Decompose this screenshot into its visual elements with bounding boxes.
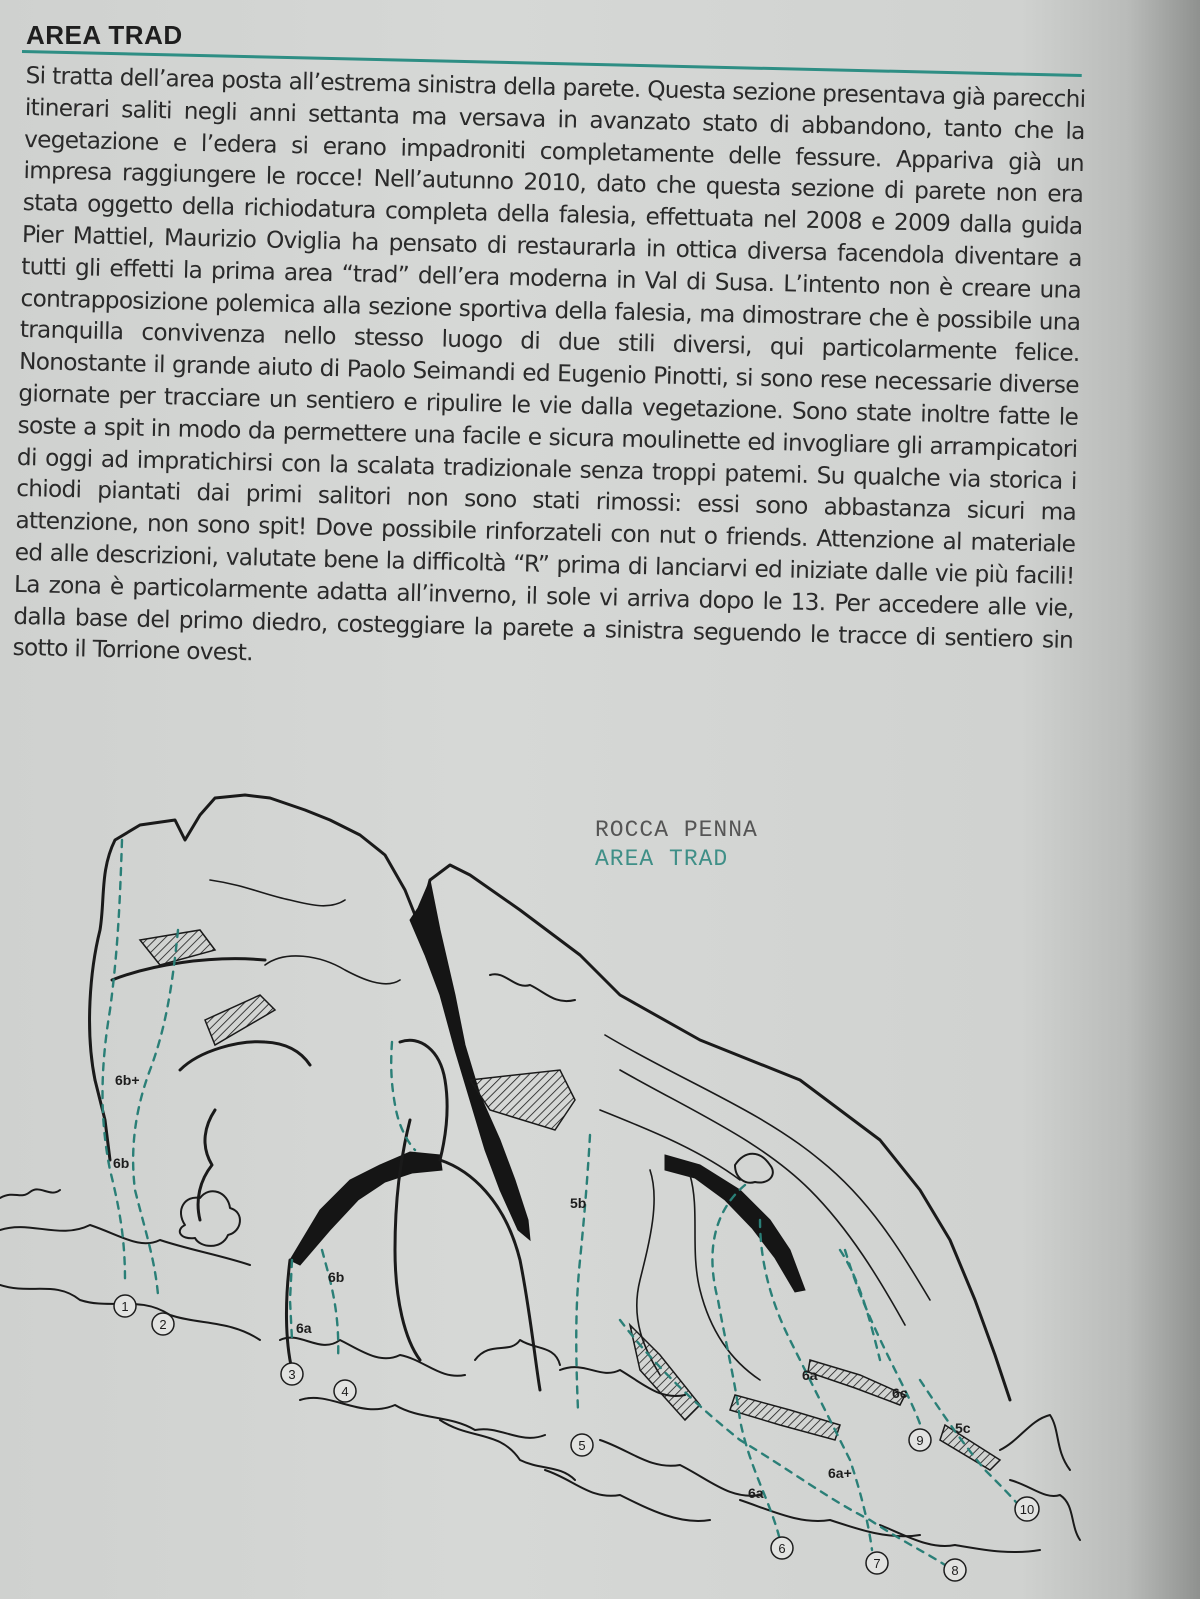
route-line-right-upper (840, 1250, 880, 1360)
route-line-8 (620, 1320, 945, 1565)
svg-text:5: 5 (578, 1438, 586, 1453)
grade-5c: 5c (955, 1420, 971, 1436)
svg-text:6: 6 (778, 1541, 786, 1556)
route-number-3 (281, 1363, 303, 1385)
section-title: AREA TRAD (26, 20, 183, 50)
grade-6b-plus: 6b+ (115, 1072, 140, 1088)
routes (103, 840, 1031, 1565)
route-number-5 (571, 1434, 593, 1456)
svg-text:1: 1 (121, 1299, 129, 1314)
route-number-7 (866, 1552, 888, 1574)
crag-name-label: ROCCA PENNA (595, 817, 758, 843)
roof-hatch-right2 (730, 1395, 840, 1440)
route-line-3 (290, 1260, 292, 1340)
route-number-4 (334, 1380, 356, 1402)
svg-text:7: 7 (873, 1556, 881, 1571)
slab-lines (600, 1035, 930, 1380)
grade-6a-low: 6a (748, 1485, 764, 1501)
svg-text:4: 4 (341, 1384, 349, 1399)
route-line-9 (845, 1250, 925, 1440)
grade-6c: 6c (892, 1385, 908, 1401)
grade-6a-plus: 6a+ (828, 1465, 852, 1481)
roof-hatch-mid (205, 995, 275, 1045)
route-number-8 (944, 1559, 966, 1581)
svg-text:2: 2 (159, 1317, 167, 1332)
svg-text:3: 3 (288, 1367, 296, 1382)
route-number-6 (771, 1537, 793, 1559)
topo-diagram (0, 780, 1200, 1599)
svg-text:9: 9 (916, 1433, 924, 1448)
grade-6a-mid: 6a (296, 1320, 312, 1336)
body-paragraph: Si tratta dell’area posta all’estrema sinistra della parete. Questa sezione presentava già parecchi itinerari saliti negli anni settanta ma versava in avanzato stato di abbandono, tanto che la vegetazione e l’edera si erano impadroniti completamente delle fessure. Appariva già un impresa raggiungere le rocce! Nell’autunno 2010, dato che questa sezione di parete non era stata oggetto della richiodatura completa della falesia, effettuata nel 2008 e 2009 dalla guida Pier Mattiel, Maurizio Oviglia ha pensato di restaurarla in ottica diversa facendola diventare a tutti gli effetti la prima area “trad” dell’era moderna in Val di Susa. L’intento non è creare una contrapposizione polemica alla sezione sportiva della falesia, ma dimostrare che è possibile una tranquilla convivenza nello stesso luogo di due stili diversi, qui particolarmente felice. Nonostante il grande aiuto di Paolo Seimandi ed Eugenio Pinotti, si sono rese necessarie diverse giornate per tracciare un sentiero e ripulire le vie dalla vegetazione. Sono state inoltre fatte le soste a spit in modo da permettere una facile e sicura moulinette ed invogliare gli arrampicatori di oggi ad impratichirsi con la scalata tradizionale senza troppi patemi. Su qualche via storica i chiodi piantati dai primi salitori non sono stati rimossi: essi sono abbastanza sicuri ma attenzione, non sono spit! Dove possibile rinforzateli con nut o friends. Attenzione al materiale ed alle descrizioni, valutate bene la difficoltà “R” prima di lanciarvi ed iniziate dalle vie più facili! La zona è particolarmente adatta all’inverno, il sole vi arriva dopo le 13. Per accedere alle vie, dalla base del primo diedro, costeggiare la parete a sinistra seguendo le tracce di sentiero sin sotto il Torrione ovest. (12, 61, 1086, 667)
grade-5b: 5b (570, 1195, 587, 1211)
roof-hatch-right3 (808, 1360, 905, 1405)
vegetation (0, 974, 1080, 1552)
area-name-label: AREA TRAD (595, 846, 729, 872)
chimney-crack (410, 880, 530, 1240)
route-number-10 (1015, 1497, 1039, 1521)
ledge-black (290, 1152, 442, 1265)
route-number-9 (909, 1429, 931, 1451)
grade-6b-left: 6b (113, 1155, 130, 1171)
grade-6a-right: 6a (802, 1367, 818, 1383)
route-line-2 (133, 930, 178, 1295)
route-number-2 (152, 1313, 174, 1335)
svg-text:8: 8 (951, 1563, 959, 1578)
svg-text:10: 10 (1019, 1502, 1035, 1517)
route-line-5b (391, 1042, 415, 1150)
route-line-1 (103, 840, 126, 1280)
grade-6b-mid: 6b (328, 1269, 345, 1285)
route-number-1 (114, 1295, 136, 1317)
